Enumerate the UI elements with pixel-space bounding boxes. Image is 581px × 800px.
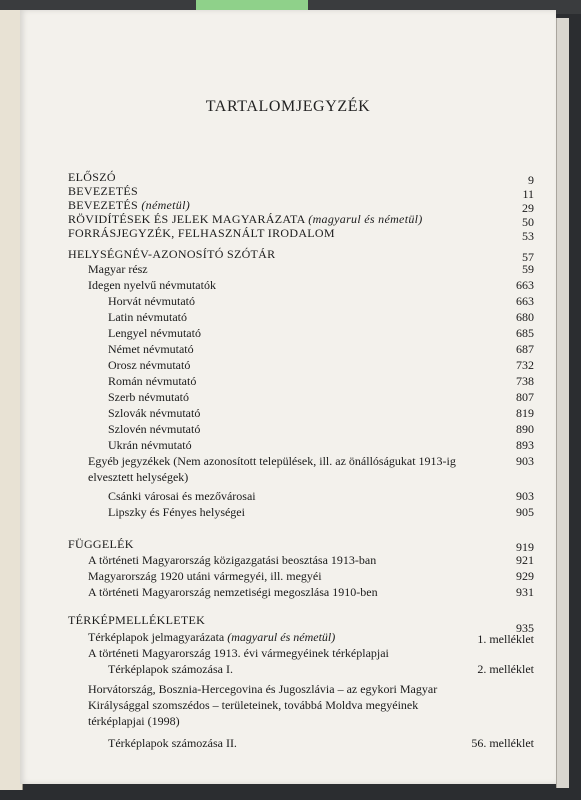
- toc-entry: Királysággal szomszédos – területeinek, továbbá Moldva megyéinek: [88, 698, 419, 712]
- toc-entry: Szlovák névmutató 819: [108, 406, 534, 420]
- toc-entry: A történeti Magyarország 1913. évi vármegyéinek térképlapjai: [88, 646, 389, 660]
- toc-entry: Térképlapok számozása II. 56. melléklet: [108, 736, 534, 750]
- toc-entry: Egyéb jegyzékek (Nem azonosított települések, ill. az önállóságukat 1913-ig 903: [88, 454, 534, 468]
- toc-entry: BEVEZETÉS 11: [68, 184, 534, 201]
- toc-entry: Latin névmutató 680: [108, 310, 534, 324]
- toc-entry: Csánki városai és mezővárosai 903: [108, 489, 534, 503]
- page-stack-edge: [556, 18, 569, 788]
- toc-entry: Magyarország 1920 utáni vármegyéi, ill. megyéi 929: [88, 569, 534, 583]
- toc-entry: térképlapjai (1998): [88, 714, 180, 728]
- toc-entry: Magyar rész 59: [88, 262, 534, 276]
- book-page: [20, 10, 556, 784]
- toc-entry: Idegen nyelvű névmutatók 663: [88, 278, 534, 292]
- toc-entry: Horvátország, Bosznia-Hercegovina és Jugoszlávia – az egykori Magyar: [88, 682, 438, 696]
- toc-entry: A történeti Magyarország közigazgatási beosztása 1913-ban 921: [88, 553, 534, 567]
- toc-entry: Román névmutató 738: [108, 374, 534, 388]
- toc-entry: Lengyel névmutató 685: [108, 326, 534, 340]
- toc-entry: HELYSÉGNÉV-AZONOSÍTÓ SZÓTÁR 57: [68, 247, 534, 264]
- toc-entry: A történeti Magyarország nemzetiségi megoszlása 1910-ben 931: [88, 585, 534, 599]
- toc-entry: ELŐSZÓ 9: [68, 170, 534, 187]
- page-title: TARTALOMJEGYZÉK: [205, 98, 371, 115]
- toc-entry: Szerb névmutató 807: [108, 390, 534, 404]
- toc-entry: Német névmutató 687: [108, 342, 534, 356]
- toc-entry: elvesztett helységek): [88, 470, 189, 484]
- toc-entry: Szlovén névmutató 890: [108, 422, 534, 436]
- toc-entry: Horvát névmutató 663: [108, 294, 534, 308]
- toc-entry: FÜGGELÉK 919: [68, 537, 534, 554]
- toc-entry: Ukrán névmutató 893: [108, 438, 534, 452]
- toc-entry: BEVEZETÉS (németül) 29: [68, 198, 534, 215]
- toc-entry: Térképlapok számozása I. 2. melléklet: [108, 662, 534, 676]
- toc-entry: Térképlapok jelmagyarázata (magyarul és németül) 1. melléklet: [88, 630, 534, 646]
- toc-entry: TÉRKÉPMELLÉKLETEK 935: [68, 613, 534, 635]
- toc-entry: Lipszky és Fényes helységei 905: [108, 505, 534, 519]
- toc-entry: FORRÁSJEGYZÉK, FELHASZNÁLT IRODALOM 53: [68, 226, 534, 243]
- toc-entry: RÖVIDÍTÉSEK ÉS JELEK MAGYARÁZATA (magyarul és németül) 50: [68, 212, 534, 229]
- toc-entry: Orosz névmutató 732: [108, 358, 534, 372]
